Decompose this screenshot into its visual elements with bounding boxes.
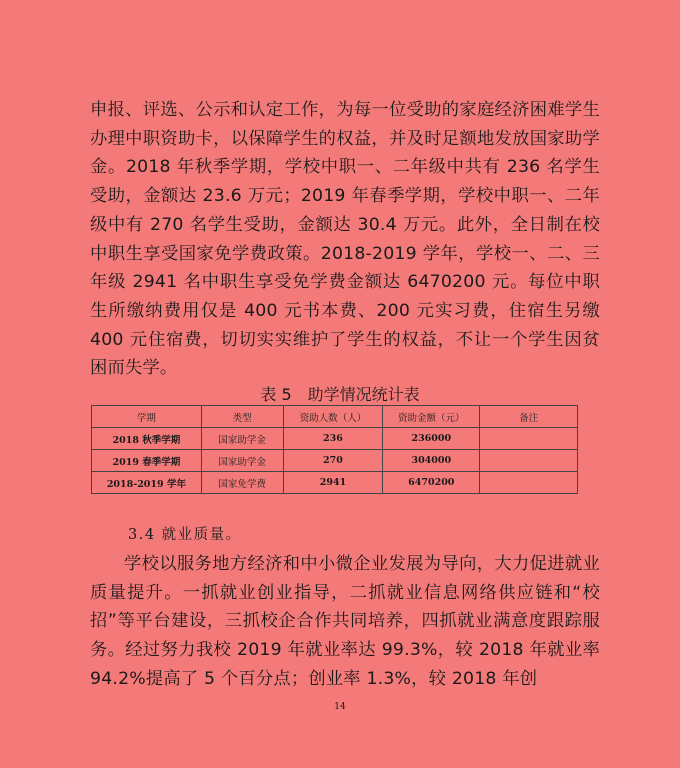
page-number: 14	[334, 702, 346, 712]
cell-amount: 304000	[383, 450, 480, 472]
cell-term: 2018-2019 学年	[92, 472, 202, 494]
header-note: 备注	[480, 406, 578, 428]
table-row	[92, 472, 578, 494]
cell-type: 国家助学金	[201, 428, 283, 450]
cell-count: 2941	[283, 472, 383, 494]
cell-type: 国家助学金	[201, 450, 283, 472]
table-caption: 表 5 助学情况统计表	[260, 385, 420, 404]
header-type: 类型	[201, 406, 283, 428]
cell-amount: 6470200	[383, 472, 480, 494]
cell-note	[480, 472, 578, 494]
cell-amount: 236000	[383, 428, 480, 450]
cell-term: 2019 春季学期	[92, 450, 202, 472]
section-heading-employment-quality: 3.4 就业质量。	[128, 527, 242, 543]
table-row	[92, 428, 578, 450]
table-header-row	[92, 406, 578, 428]
cell-term: 2018 秋季学期	[92, 428, 202, 450]
funding-stats-table	[91, 405, 578, 494]
cell-type: 国家免学费	[201, 472, 283, 494]
header-amount: 资助金额（元）	[383, 406, 480, 428]
table-row	[92, 450, 578, 472]
header-term: 学期	[92, 406, 202, 428]
body-paragraph-employment: 学校以服务地方经济和中小微企业发展为导向，大力促进就业质量提升。一抓就业创业指导，二抓就业信息网络供应链和“校招”等平台建设，三抓校企合作共同培养，四抓就业满意度跟踪服务。经过努力我校 2019 年就业率达 99.3%，较 2018 年就业率 94.2%提高了 5 个百分点；创业率 1.3%，较 2018 年创	[90, 554, 600, 689]
header-count: 资助人数（人）	[283, 406, 383, 428]
cell-count: 270	[283, 450, 383, 472]
cell-count: 236	[283, 428, 383, 450]
cell-note	[480, 428, 578, 450]
body-paragraph-funding: 申报、评选、公示和认定工作，为每一位受助的家庭经济困难学生办理中职资助卡，以保障学生的权益，并及时足额地发放国家助学金。2018 年秋季学期，学校中职一、二年级中共有 236 名学生受助，金额达 23.6 万元；2019 年春季学期，学校中职一、二年级中有 270 名学生受助，金额达 30.4 万元。此外，全日制在校中职生享受国家免学费政策。2018-2019 学年，学校一、二、三年级 2941 名中职生享受免学费金额达 6470200 元。每位中职生所缴纳费用仅是 400 元书本费、200 元实习费，住宿生另缴 400 元住宿费，切切实实维护了学生的权益，不让一个学生因贫困而失学。	[90, 100, 600, 379]
cell-note	[480, 450, 578, 472]
